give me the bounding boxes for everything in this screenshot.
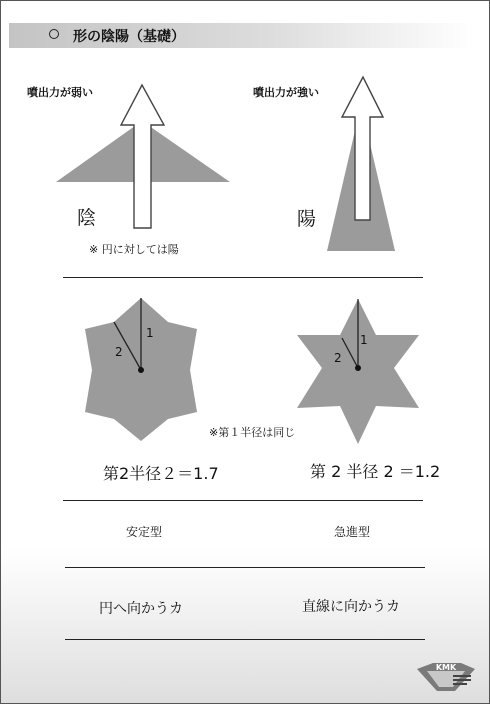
radius-label-2: 2 bbox=[115, 345, 123, 359]
yin-kanji: 陰 bbox=[77, 207, 97, 229]
toward-line-label: 直線に向かうカ bbox=[302, 599, 400, 615]
weak-caption: 噴出力が弱い bbox=[27, 86, 93, 99]
center-dot bbox=[138, 367, 144, 373]
divider-2 bbox=[63, 500, 423, 501]
radius-label-2-right: 2 bbox=[334, 351, 342, 365]
stable-type-label: 安定型 bbox=[126, 525, 163, 539]
radius-note: ※第１半径は同じ bbox=[209, 426, 296, 439]
radius-label-1: 1 bbox=[146, 326, 154, 340]
divider-3 bbox=[65, 567, 425, 568]
center-dot-right bbox=[355, 365, 361, 371]
radius-label-1-right: 1 bbox=[360, 333, 368, 347]
toward-circle-label: 円へ向かうカ bbox=[99, 601, 183, 617]
logo-mark: KMK bbox=[435, 663, 457, 672]
page-title: 形の陰陽（基礎） bbox=[73, 29, 185, 45]
yang-kanji: 陽 bbox=[297, 208, 317, 230]
divider-1 bbox=[63, 277, 423, 278]
circle-note: ※ 円に対しては陽 bbox=[89, 243, 179, 256]
divider-4 bbox=[65, 639, 425, 640]
kmk-logo-icon bbox=[415, 661, 477, 695]
strong-caption: 噴出力が強い bbox=[253, 86, 319, 99]
stable-formula: 第2半径２＝1.7 bbox=[103, 464, 219, 483]
figures bbox=[1, 1, 489, 703]
radical-type-label: 急進型 bbox=[334, 525, 371, 539]
radical-formula: 第 2 半径 2 ＝1.2 bbox=[310, 462, 441, 481]
